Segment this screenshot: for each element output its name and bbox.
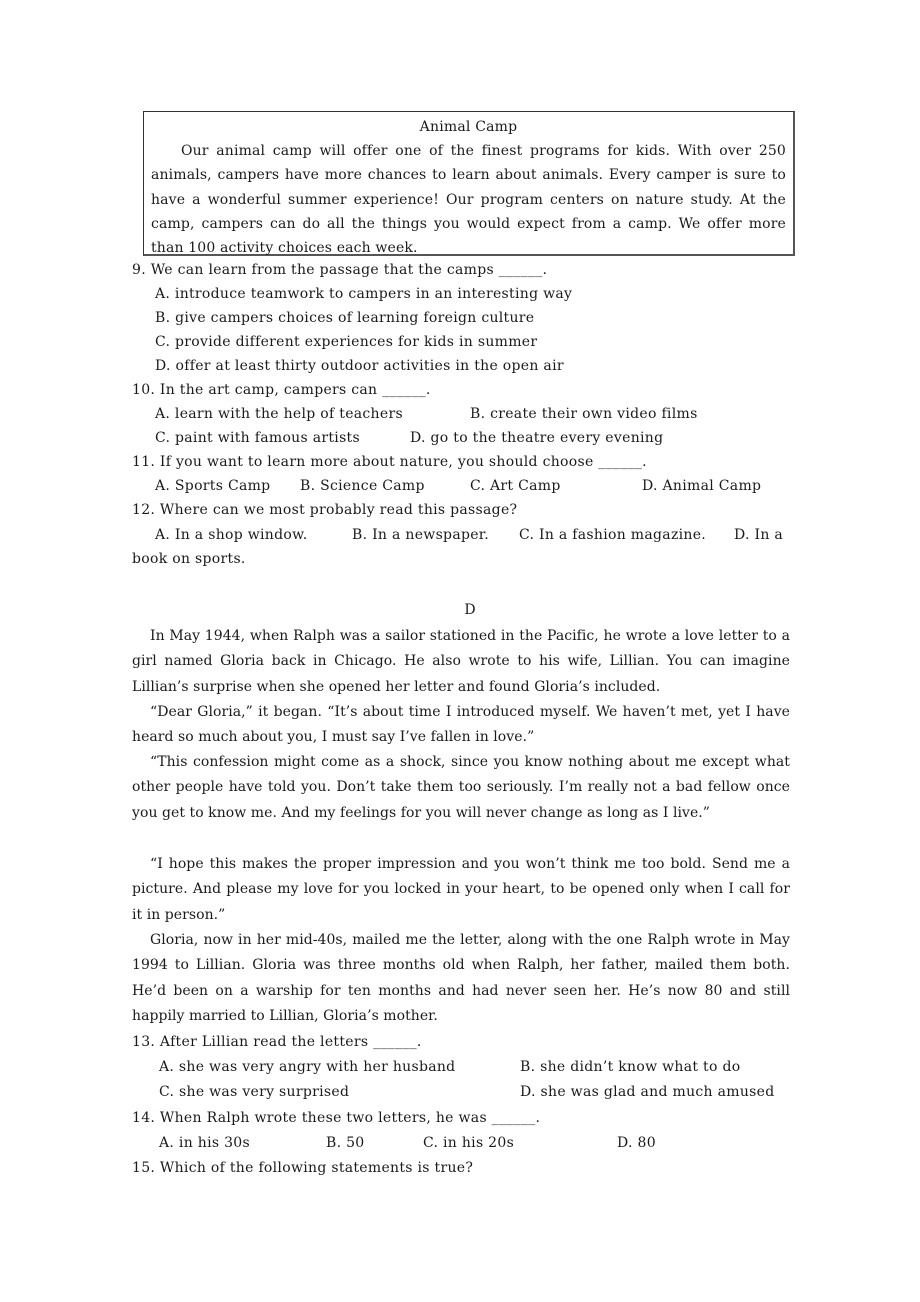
question-14-option-a: A. in his 30s — [159, 1135, 250, 1151]
question-12-option-d: D. In a — [734, 527, 784, 543]
question-10-option-a: A. learn with the help of teachers — [155, 406, 403, 422]
question-12-option-b: B. In a newspaper. — [352, 527, 490, 543]
passage-title: Animal Camp — [419, 119, 518, 135]
passage-body: Our animal camp will offer one of the finest programs for kids. With over 250 animals, campers have more chances to learn about animals. Every camper is sure to have a wonderful summer experience! Our program centers on nature study. At the camp, campers can do all the things you would expect from a camp. We offer more than 100 activity choices each week. — [151, 143, 786, 257]
question-11-option-a: A. Sports Camp — [155, 478, 271, 494]
question-12-option-c: C. In a fashion magazine. — [519, 527, 707, 543]
passage-d-paragraph-5: Gloria, now in her mid-40s, mailed me the letter, along with the one Ralph wrote in May 1994 to Lillian. Gloria was three months old when Ralph, her father, mailed them both. He’d been on a warship for ten months and had never seen her. He’s now 80 and still happily married to Lillian, Gloria’s mother. — [132, 932, 790, 1024]
passage-box-animal-camp — [143, 111, 795, 256]
question-13-stem: 13. After Lillian read the letters ______. — [132, 1034, 422, 1050]
question-9-option-b: B. give campers choices of learning foreign culture — [155, 310, 535, 326]
question-14-option-b: B. 50 — [326, 1135, 365, 1151]
question-10-option-b: B. create their own video films — [470, 406, 698, 422]
question-14-option-d: D. 80 — [617, 1135, 656, 1151]
question-11-option-d: D. Animal Camp — [642, 478, 762, 494]
question-13-option-b: B. she didn’t know what to do — [520, 1059, 741, 1075]
passage-d-paragraph-2: “Dear Gloria,” it began. “It’s about time I introduced myself. We haven’t met, yet I have heard so much about you, I must say I’ve fallen in love.” — [132, 704, 790, 746]
question-13-option-d: D. she was glad and much amused — [520, 1084, 775, 1100]
question-13-option-a: A. she was very angry with her husband — [159, 1059, 456, 1075]
question-14-option-c: C. in his 20s — [423, 1135, 515, 1151]
question-11-stem: 11. If you want to learn more about nature, you should choose ______. — [132, 454, 647, 470]
question-11-option-c: C. Art Camp — [470, 478, 561, 494]
question-12-option-d-continuation: book on sports. — [132, 551, 246, 567]
question-13-option-c: C. she was very surprised — [159, 1084, 350, 1100]
question-11-option-b: B. Science Camp — [300, 478, 425, 494]
question-10-option-d: D. go to the theatre every evening — [410, 430, 664, 446]
question-12-option-a: A. In a shop window. — [155, 527, 308, 543]
question-12-stem: 12. Where can we most probably read this passage? — [132, 502, 518, 518]
passage-d-heading: D — [464, 602, 476, 618]
passage-d-paragraph-1: In May 1944, when Ralph was a sailor stationed in the Pacific, he wrote a love letter to a girl named Gloria back in Chicago. He also wrote to his wife, Lillian. You can imagine Lillian’s surprise when she opened her letter and found Gloria’s included. — [132, 628, 790, 695]
question-10-stem: 10. In the art camp, campers can ______. — [132, 382, 431, 398]
question-15-stem: 15. Which of the following statements is true? — [132, 1160, 474, 1176]
passage-d-paragraph-4: “I hope this makes the proper impression and you won’t think me too bold. Send me a picture. And please my love for you locked in your heart, to be opened only when I call for it in person.” — [132, 856, 790, 923]
question-9-option-c: C. provide different experiences for kids in summer — [155, 334, 538, 350]
passage-d-paragraph-3: “This confession might come as a shock, since you know nothing about me except what other people have told you. Don’t take them too seriously. I’m really not a bad fellow once you get to know me. And my feelings for you will never change as long as I live.” — [132, 754, 790, 821]
question-14-stem: 14. When Ralph wrote these two letters, he was ______. — [132, 1110, 541, 1126]
question-9-option-d: D. offer at least thirty outdoor activities in the open air — [155, 358, 564, 374]
question-9-stem: 9. We can learn from the passage that the camps ______. — [132, 262, 548, 278]
question-10-option-c: C. paint with famous artists — [155, 430, 360, 446]
question-9-option-a: A. introduce teamwork to campers in an interesting way — [155, 286, 573, 302]
